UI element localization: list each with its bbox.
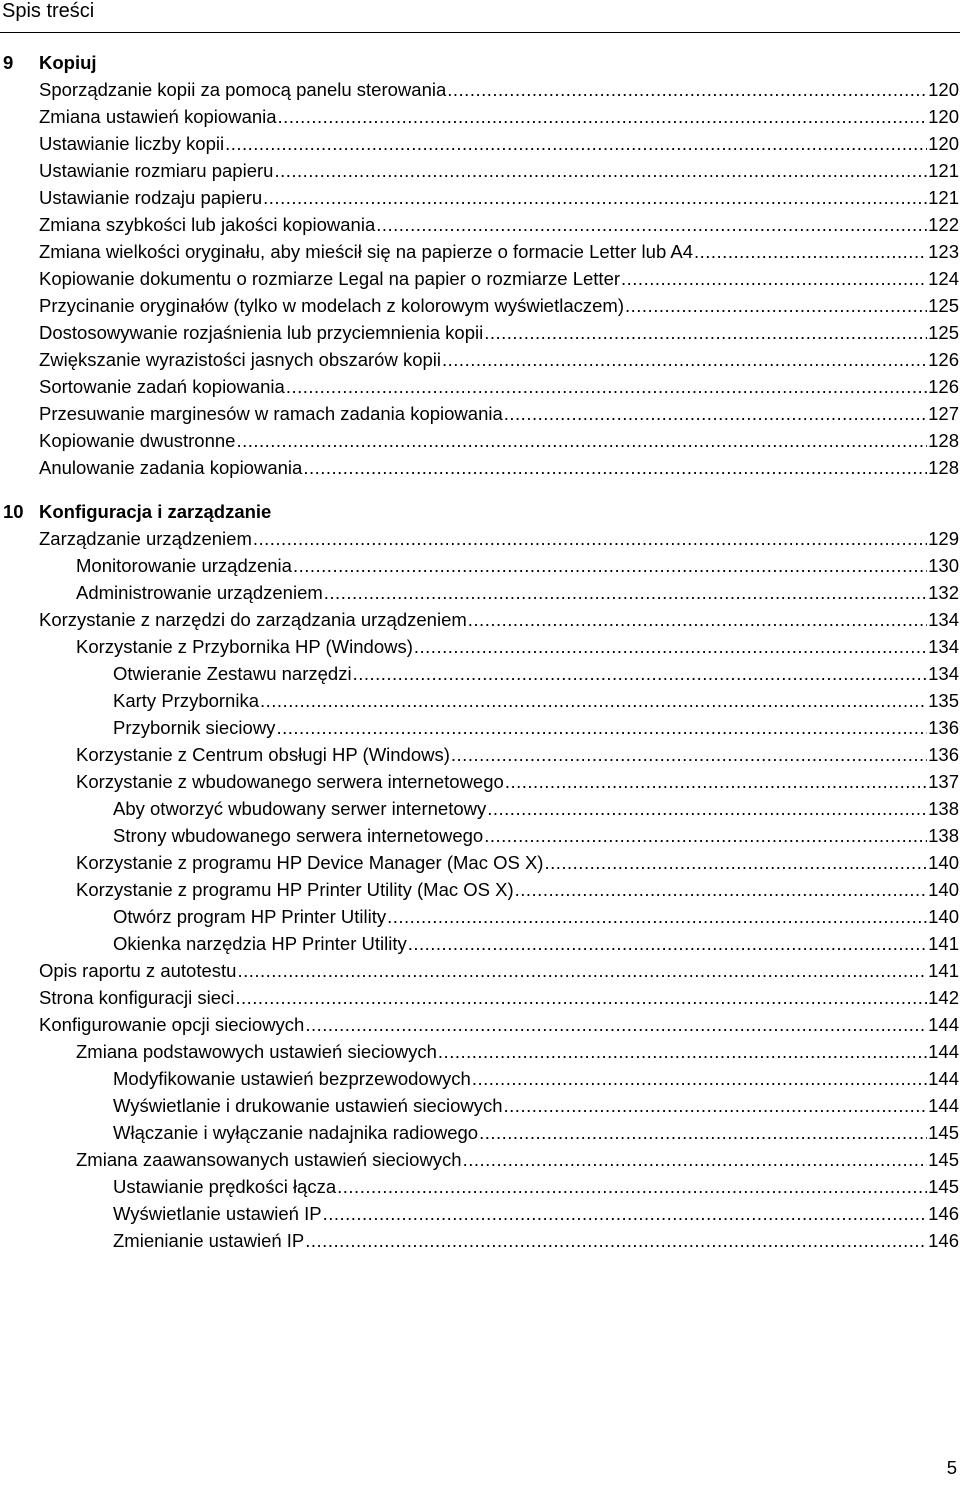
toc-entry-title: Konfigurowanie opcji sieciowych: [39, 1014, 305, 1035]
dot-leader: [305, 1227, 927, 1254]
dot-leader: [472, 1065, 927, 1092]
toc-entry[interactable]: [0, 1119, 960, 1146]
toc-entry-title: Sporządzanie kopii za pomocą panelu sterowania: [39, 79, 447, 100]
toc-entry[interactable]: [0, 454, 960, 481]
toc-entry-page-number: 138: [928, 825, 959, 846]
toc-entry-title: Administrowanie urządzeniem: [76, 582, 323, 603]
toc-entry-page-number: 122: [928, 214, 959, 235]
toc-entry-page-number: 136: [928, 717, 959, 738]
toc-entry[interactable]: [0, 660, 960, 687]
toc-entry-title: Modyfikowanie ustawień bezprzewodowych: [113, 1068, 471, 1089]
dot-leader: [235, 984, 927, 1011]
toc-entry-title: Przesuwanie marginesów w ramach zadania kopiowania: [39, 403, 503, 424]
toc-entry-title: Korzystanie z narzędzi do zarządzania urządzeniem: [39, 609, 467, 630]
toc-entry[interactable]: [0, 795, 960, 822]
toc-entry[interactable]: [0, 984, 960, 1011]
chapter-title: Konfiguracja i zarządzanie: [39, 501, 272, 522]
toc-entry[interactable]: [0, 427, 960, 454]
toc-entry-title: Sortowanie zadań kopiowania: [39, 376, 285, 397]
toc-entry-title: Kopiowanie dwustronne: [39, 430, 236, 451]
toc-entry-title: Opis raportu z autotestu: [39, 960, 237, 981]
toc-entry[interactable]: [0, 211, 960, 238]
toc-entry-page-number: 130: [928, 555, 959, 576]
toc-entry-title: Korzystanie z Przybornika HP (Windows): [76, 636, 413, 657]
toc-entry[interactable]: [0, 1011, 960, 1038]
toc-entry[interactable]: [0, 1173, 960, 1200]
toc-entry-list: [0, 76, 960, 481]
toc-entry[interactable]: [0, 822, 960, 849]
toc-entry-title: Otwieranie Zestawu narzędzi: [113, 663, 352, 684]
dot-leader: [387, 903, 927, 930]
toc-entry-title: Strony wbudowanego serwera internetowego: [113, 825, 484, 846]
toc-entry[interactable]: [0, 849, 960, 876]
toc-entry[interactable]: [0, 319, 960, 346]
toc-entry-title: Kopiowanie dokumentu o rozmiarze Legal na papier o rozmiarze Letter: [39, 268, 621, 289]
toc-entry[interactable]: [0, 238, 960, 265]
chapter-10-section: [0, 498, 960, 1254]
toc-entry[interactable]: [0, 606, 960, 633]
chapter-number: 10: [3, 501, 24, 522]
toc-entry[interactable]: [0, 687, 960, 714]
toc-entry-title: Ustawianie liczby kopii: [39, 133, 225, 154]
toc-entry-page-number: 125: [928, 295, 959, 316]
toc-entry-title: Zmiana podstawowych ustawień sieciowych: [76, 1041, 437, 1062]
dot-leader: [286, 373, 927, 400]
dot-leader: [293, 552, 927, 579]
dot-leader: [451, 741, 927, 768]
toc-entry[interactable]: [0, 552, 960, 579]
dot-leader: [504, 400, 927, 427]
toc-entry-page-number: 144: [928, 1014, 959, 1035]
toc-entry-page-number: 121: [928, 160, 959, 181]
toc-entry-title: Zmiana szybkości lub jakości kopiowania: [39, 214, 376, 235]
dot-leader: [463, 1146, 928, 1173]
toc-entry[interactable]: [0, 525, 960, 552]
dot-leader: [484, 822, 927, 849]
toc-entry-page-number: 126: [928, 349, 959, 370]
toc-entry-page-number: 134: [928, 609, 959, 630]
dot-leader: [515, 876, 928, 903]
toc-entry-title: Włączanie i wyłączanie nadajnika radiowego: [113, 1122, 479, 1143]
page-header-title: Spis treści: [2, 0, 95, 22]
toc-entry-page-number: 137: [928, 771, 959, 792]
dot-leader: [305, 1011, 927, 1038]
dot-leader: [625, 292, 927, 319]
toc-entry-page-number: 146: [928, 1203, 959, 1224]
toc-entry-title: Zmiana ustawień kopiowania: [39, 106, 277, 127]
toc-entry[interactable]: [0, 400, 960, 427]
toc-entry-title: Ustawianie rozmiaru papieru: [39, 160, 274, 181]
dot-leader: [278, 103, 928, 130]
toc-entry-page-number: 140: [928, 906, 959, 927]
chapter-heading: [0, 498, 960, 525]
chapter-title: Kopiuj: [39, 52, 97, 73]
toc-entry-page-number: 135: [928, 690, 959, 711]
toc-entry-title: Aby otworzyć wbudowany serwer internetowy: [113, 798, 487, 819]
toc-entry-title: Ustawianie prędkości łącza: [113, 1176, 337, 1197]
toc-entry-title: Zmiana zaawansowanych ustawień sieciowych: [76, 1149, 462, 1170]
toc-entry[interactable]: [0, 1092, 960, 1119]
toc-entry-page-number: 123: [928, 241, 959, 262]
chapter-9-section: [0, 49, 960, 481]
toc-entry-title: Zmienianie ustawień IP: [113, 1230, 305, 1251]
toc-entry-page-number: 138: [928, 798, 959, 819]
dot-leader: [253, 525, 927, 552]
toc-entry[interactable]: [0, 930, 960, 957]
dot-leader: [479, 1119, 927, 1146]
dot-leader: [260, 687, 927, 714]
toc-entry-title: Monitorowanie urządzenia: [76, 555, 292, 576]
dot-leader: [337, 1173, 927, 1200]
dot-leader: [447, 76, 927, 103]
chapter-number: 9: [3, 52, 14, 73]
toc-entry-page-number: 136: [928, 744, 959, 765]
dot-leader: [274, 157, 927, 184]
toc-entry-page-number: 134: [928, 663, 959, 684]
dot-leader: [468, 606, 927, 633]
dot-leader: [376, 211, 927, 238]
toc-entry-page-number: 129: [928, 528, 959, 549]
toc-entry-title: Otwórz program HP Printer Utility: [113, 906, 387, 927]
dot-leader: [408, 930, 927, 957]
dot-leader: [263, 184, 927, 211]
dot-leader: [237, 957, 927, 984]
toc-entry-page-number: 120: [928, 133, 959, 154]
toc-entry-page-number: 145: [928, 1149, 959, 1170]
toc-entry-title: Zwiększanie wyrazistości jasnych obszarów kopii: [39, 349, 442, 370]
toc-entry[interactable]: [0, 579, 960, 606]
toc-entry-title: Okienka narzędzia HP Printer Utility: [113, 933, 407, 954]
toc-entry-page-number: 127: [928, 403, 959, 424]
toc-entry-page-number: 128: [928, 457, 959, 478]
toc-entry[interactable]: [0, 741, 960, 768]
toc-entry[interactable]: [0, 130, 960, 157]
dot-leader: [276, 714, 927, 741]
toc-entry[interactable]: [0, 346, 960, 373]
toc-entry[interactable]: [0, 903, 960, 930]
toc-entry-title: Dostosowywanie rozjaśnienia lub przyciemnienia kopii: [39, 322, 484, 343]
toc-entry-page-number: 141: [928, 960, 959, 981]
toc-entry[interactable]: [0, 292, 960, 319]
toc-entry[interactable]: [0, 1038, 960, 1065]
toc-entry-title: Wyświetlanie ustawień IP: [113, 1203, 322, 1224]
toc-entry-page-number: 140: [928, 879, 959, 900]
dot-leader: [414, 633, 927, 660]
toc-entry-page-number: 141: [928, 933, 959, 954]
toc-entry[interactable]: [0, 76, 960, 103]
toc-entry-page-number: 140: [928, 852, 959, 873]
dot-leader: [504, 1092, 928, 1119]
dot-leader: [484, 319, 927, 346]
dot-leader: [621, 265, 927, 292]
toc-entry-page-number: 128: [928, 430, 959, 451]
dot-leader: [442, 346, 927, 373]
toc-entry-page-number: 132: [928, 582, 959, 603]
toc-entry-page-number: 144: [928, 1068, 959, 1089]
toc-entry-page-number: 144: [928, 1095, 959, 1116]
toc-entry-title: Karty Przybornika: [113, 690, 259, 711]
dot-leader: [303, 454, 927, 481]
toc-entry-page-number: 142: [928, 987, 959, 1008]
dot-leader: [353, 660, 928, 687]
toc-entry-title: Korzystanie z Centrum obsługi HP (Windows): [76, 744, 450, 765]
toc-entry[interactable]: [0, 1227, 960, 1254]
dot-leader: [694, 238, 927, 265]
dot-leader: [324, 579, 927, 606]
toc-entry-page-number: 144: [928, 1041, 959, 1062]
toc-entry-page-number: 146: [928, 1230, 959, 1251]
toc-entry-title: Zarządzanie urządzeniem: [39, 528, 252, 549]
dot-leader: [505, 768, 927, 795]
toc-entry[interactable]: [0, 1200, 960, 1227]
toc-entry-title: Wyświetlanie i drukowanie ustawień sieciowych: [113, 1095, 503, 1116]
toc-entry-title: Ustawianie rodzaju papieru: [39, 187, 263, 208]
dot-leader: [236, 427, 927, 454]
dot-leader: [544, 849, 927, 876]
dot-leader: [225, 130, 927, 157]
page-number: 5: [946, 1457, 957, 1478]
toc-entry-list: [0, 525, 960, 1254]
dot-leader: [487, 795, 927, 822]
toc-entry[interactable]: [0, 714, 960, 741]
toc-entry[interactable]: [0, 633, 960, 660]
toc-entry[interactable]: [0, 265, 960, 292]
toc-entry[interactable]: [0, 1146, 960, 1173]
toc-entry[interactable]: [0, 768, 960, 795]
toc-entry[interactable]: [0, 373, 960, 400]
toc-entry-page-number: 125: [928, 322, 959, 343]
toc-entry[interactable]: [0, 957, 960, 984]
toc-entry-page-number: 121: [928, 187, 959, 208]
toc-entry[interactable]: [0, 1065, 960, 1092]
dot-leader: [323, 1200, 928, 1227]
toc-entry-title: Strona konfiguracji sieci: [39, 987, 235, 1008]
toc-entry-title: Korzystanie z programu HP Printer Utility (Mac OS X): [76, 879, 514, 900]
toc-entry-page-number: 145: [928, 1122, 959, 1143]
toc-entry-page-number: 134: [928, 636, 959, 657]
dot-leader: [438, 1038, 927, 1065]
toc-entry[interactable]: [0, 103, 960, 130]
toc-entry-page-number: 145: [928, 1176, 959, 1197]
toc-entry-title: Korzystanie z wbudowanego serwera internetowego: [76, 771, 504, 792]
header-divider: [0, 32, 960, 33]
toc-entry[interactable]: [0, 157, 960, 184]
toc-entry-page-number: 124: [928, 268, 959, 289]
chapter-heading: [0, 49, 960, 76]
toc-entry-title: Korzystanie z programu HP Device Manager (Mac OS X): [76, 852, 544, 873]
toc-entry-title: Przybornik sieciowy: [113, 717, 276, 738]
toc-entry-title: Przycinanie oryginałów (tylko w modelach z kolorowym wyświetlaczem): [39, 295, 624, 316]
toc-entry[interactable]: [0, 876, 960, 903]
toc-entry-page-number: 120: [928, 79, 959, 100]
toc-entry-title: Anulowanie zadania kopiowania: [39, 457, 303, 478]
toc-entry[interactable]: [0, 184, 960, 211]
toc-entry-page-number: 126: [928, 376, 959, 397]
toc-entry-title: Zmiana wielkości oryginału, aby mieścił się na papierze o formacie Letter lub A4: [39, 241, 693, 262]
toc-entry-page-number: 120: [928, 106, 959, 127]
